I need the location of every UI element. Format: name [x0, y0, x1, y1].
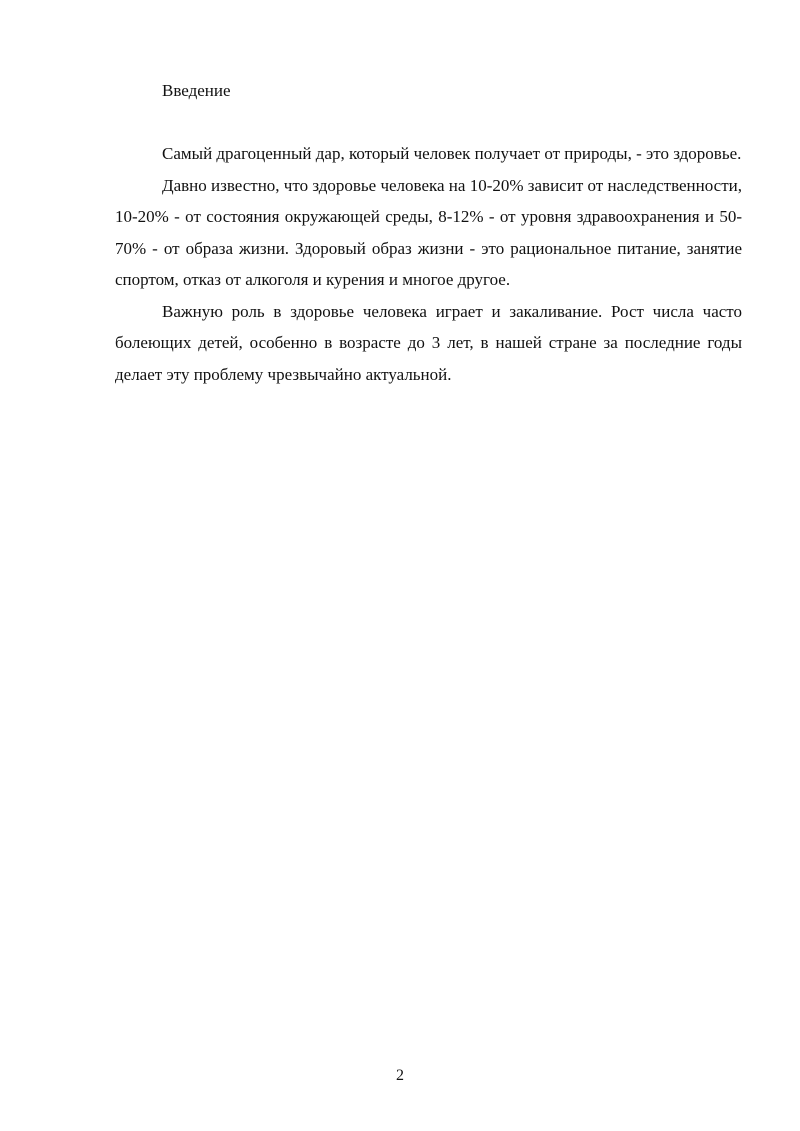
paragraph: Самый драгоценный дар, который человек получает от природы, - это здоровье.: [162, 144, 742, 163]
paragraph: Давно известно, что здоровье человека на 10-20% зависит от наследственности, 10-20% - от состояния окружающей среды, 8-12% - от уровня здравоохранения и 50-70% - от образа жизни. Здоровый образ жизни - это рациональное питание, занятие спортом, отказ от алкоголя и курения и многое другое.: [115, 175, 742, 289]
document-body: [115, 78, 742, 390]
page-number: 2: [396, 1067, 404, 1084]
section-heading: Введение: [162, 81, 231, 100]
paragraph: Важную роль в здоровье человека играет и закаливание. Рост числа часто болеющих детей, особенно в возрасте до 3 лет, в нашей стране за последние годы делает эту проблему чрезвычайно актуальной.: [115, 301, 742, 384]
heading-spacer: [115, 104, 742, 138]
